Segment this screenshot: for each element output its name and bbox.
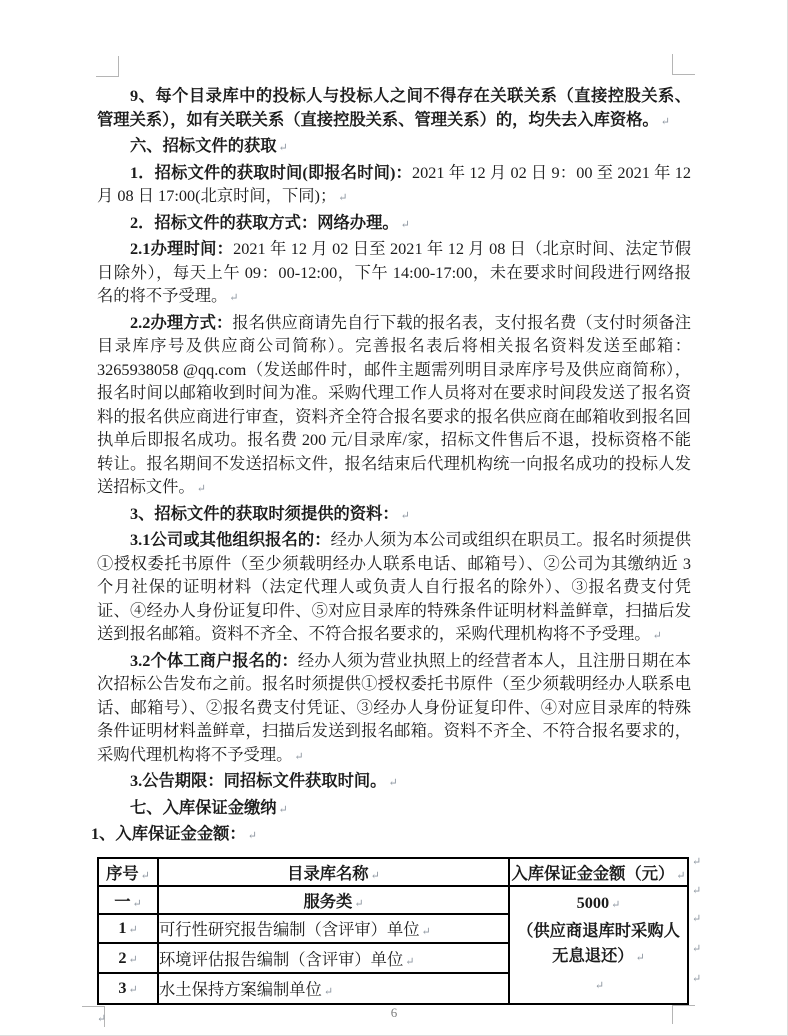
cell-text: 环境评估报告编制（含评审）单位: [159, 949, 404, 969]
cell-text: 可行性研究报告编制（含评审）单位: [159, 920, 420, 939]
paragraph-text: 报名供应商请先自行下载的报名表，支付报名费（支付时须备注目录库序号及供应商公司简称）。完善报名表后将相关报名资料发送至邮箱：3265938058 @qq.com（发送邮件时，邮件主题需列明目录库序号及供应商简称），报名时间以邮箱收到时间为准。采购代理工作人员将对在要求时间段发送了报名资料的报名供应商进行审查，资料齐全符合报名要求的报名供应商在邮箱收到报名回执单后即报名成功。报名费 200 元/目录库/家，招标文件售后不退，投标资格不能转让。报名期间不发送招标文件，报名结束后代理机构统一向报名成功的投标人发送招标文件。: [97, 312, 691, 496]
cell-text: 1: [118, 918, 127, 937]
paragraph-lead: 1．招标文件的获取时间(即报名时间)：: [130, 162, 412, 182]
paragraph-mark-icon: ↵: [405, 955, 415, 968]
paragraph-company-signup: [97, 528, 691, 649]
paragraph-mark-icon: ↵: [128, 953, 138, 966]
paragraph-deposit-amount: [91, 822, 691, 849]
paragraph-lead: 3.2个体工商户报名的：: [130, 650, 298, 670]
note-text: 无息退还）: [552, 946, 634, 965]
paragraph-handle-time: [97, 237, 691, 311]
paragraph-lead: 3、招标文件的获取时须提供的资料：: [130, 503, 399, 523]
document-body: [91, 84, 691, 1005]
paragraph-text: 2021 年 12 月 02 日至 2021 年 12 月 08 日（北京时间、法定节假日除外），每天上午 09：00-12:00，下午 14:00-17:00，未在要求时间段进行网络报名的将不予受理。: [97, 239, 691, 305]
paragraph-mark-icon: ↵: [400, 218, 410, 231]
paragraph-lead: 2.2办理方式：: [130, 312, 233, 332]
paragraph-materials-heading: [97, 502, 691, 529]
paragraph-mark-icon: ↵: [652, 630, 662, 642]
paragraph-mark-icon: ↵: [323, 986, 334, 998]
deposit-note-line1: （供应商退库时采购人: [517, 921, 680, 940]
row-number-cell: [98, 886, 158, 914]
table-header-cell-name: [158, 858, 509, 886]
footer-paragraph-mark-icon: ↵: [97, 1013, 107, 1025]
catalog-name-cell: [158, 943, 509, 973]
row-end-mark-icon: ↵: [692, 943, 702, 955]
row-end-mark-icon: ↵: [692, 913, 702, 925]
paragraph-mark-icon: ↵: [247, 830, 257, 842]
paragraph-lead: 1、入库保证金金额：: [91, 824, 246, 843]
paragraph-mark-icon: ↵: [421, 926, 431, 938]
row-number-cell: [98, 914, 158, 943]
deposit-table: [97, 857, 689, 1005]
paragraph-mark-icon: ↵: [132, 897, 142, 910]
cell-text: 一: [114, 891, 131, 911]
paragraph-mark-icon: ↵: [196, 483, 206, 495]
cell-text: 服务类: [303, 891, 353, 911]
row-end-mark-icon: ↵: [692, 973, 702, 985]
row-end-mark-icon: ↵: [692, 856, 702, 868]
amount-text: 5000: [576, 893, 610, 912]
paragraph-mark-icon: ↵: [660, 115, 670, 128]
paragraph-individual-signup: [97, 649, 691, 770]
paragraph-lead: 3.公告期限：同招标文件获取时间。: [130, 771, 387, 790]
crop-mark-top-right-icon: [672, 54, 695, 75]
paragraph-mark-icon: ↵: [611, 899, 621, 911]
paragraph-mark-icon: ↵: [128, 984, 138, 996]
paragraph-mark-icon: ↵: [338, 192, 348, 204]
paragraph-mark-icon: ↵: [354, 897, 364, 910]
heading-text: 六、招标文件的获取: [130, 136, 277, 155]
header-text: 序号: [106, 863, 139, 883]
cell-text: 3: [118, 978, 127, 997]
page-number: 6: [390, 1005, 398, 1020]
paragraph-lead: 2．招标文件的获取方式：网络办理。: [130, 212, 399, 232]
catalog-name-cell: [158, 886, 509, 914]
paragraph-mark-icon: ↵: [128, 924, 138, 936]
paragraph-lead: 2.1办理时间：: [130, 239, 234, 258]
row-number-cell: [98, 943, 158, 973]
row-number-cell: [98, 973, 158, 1004]
paragraph-mark-icon: ↵: [140, 869, 150, 882]
paragraph-mark-icon: ↵: [594, 980, 605, 992]
paragraph-text: 9、每个目录库中的投标人与投标人之间不得存在关联关系（直接控股关系、管理关系），如有关联关系（直接控股关系、管理关系）的，均失去入库资格。: [97, 86, 691, 129]
deposit-note-line2: [510, 943, 687, 971]
paragraph-obtain-time: [97, 161, 691, 211]
paragraph-mark-icon: ↵: [400, 509, 410, 522]
paragraph-text: 经办人须为营业执照上的经营者本人，且注册日期在本次招标公告发布之前。报名时须提供①授权委托书原件（至少须载明经办人联系电话、邮箱号）、②报名费支付凭证、③经办人身份证复印件、④对应目录库的特殊条件证明材料盖鲜章，扫描后发送到报名邮箱。资料不齐全、不符合报名要求的，采购代理机构将不予受理。: [97, 650, 691, 764]
paragraph-mark-icon: ↵: [635, 952, 645, 964]
paragraph-handle-method: [97, 311, 691, 502]
header-text: 入库保证金金额（元）: [511, 863, 675, 883]
catalog-name-cell: [158, 914, 509, 943]
deposit-amount: [510, 890, 687, 918]
heading-section-7: [97, 796, 691, 823]
cell-text: 水土保持方案编制单位: [159, 980, 322, 999]
cell-text: 2: [118, 947, 127, 967]
heading-section-6: [97, 134, 691, 161]
paragraph-clause-9: [97, 84, 691, 134]
table-header-row: [98, 858, 688, 886]
paragraph-mark-icon: ↵: [676, 869, 686, 882]
paragraph-lead: 3.1公司或其他组织报名的：: [130, 530, 331, 549]
empty-line: [510, 971, 687, 999]
row-end-mark-icon: ↵: [692, 885, 702, 897]
paragraph-mark-icon: ↵: [294, 750, 304, 763]
table-row: [98, 886, 688, 914]
crop-mark-top-left-icon: [96, 56, 119, 77]
paragraph-text: 2021 年 12 月 02 日 9：00 至 2021 年 12 月 08 日 17:00(北京时间，下同)；: [97, 162, 691, 205]
paragraph-mark-icon: ↵: [278, 803, 288, 816]
paragraph-mark-icon: ↵: [278, 142, 288, 154]
paragraph-mark-icon: ↵: [370, 869, 380, 882]
paragraph-text: 经办人须为本公司或组织在职员工。报名时须提供①授权委托书原件（至少须载明经办人联系电话、邮箱号）、②公司为其缴纳近 3 个月社保的证明材料（法定代理人或负责人自行报名的除外）、③报名费支付凭证、④经办人身份证复印件、⑤对应目录库的特殊条件证明材料盖鲜章，扫描后发送到报名邮箱。资料不齐全、不符合报名要求的，采购代理机构将不予受理。: [97, 530, 691, 643]
paragraph-obtain-method: [97, 211, 691, 238]
header-text: 目录库名称: [287, 863, 369, 883]
paragraph-mark-icon: ↵: [229, 292, 239, 304]
heading-text: 七、入库保证金缴纳: [130, 797, 277, 817]
deposit-amount-cell: [509, 886, 688, 1004]
table-header-cell-deposit: [509, 858, 688, 886]
paragraph-mark-icon: ↵: [388, 777, 398, 789]
paragraph-notice-period: [97, 769, 691, 796]
table-header-cell-no: [98, 858, 158, 886]
catalog-name-cell: [158, 973, 509, 1004]
